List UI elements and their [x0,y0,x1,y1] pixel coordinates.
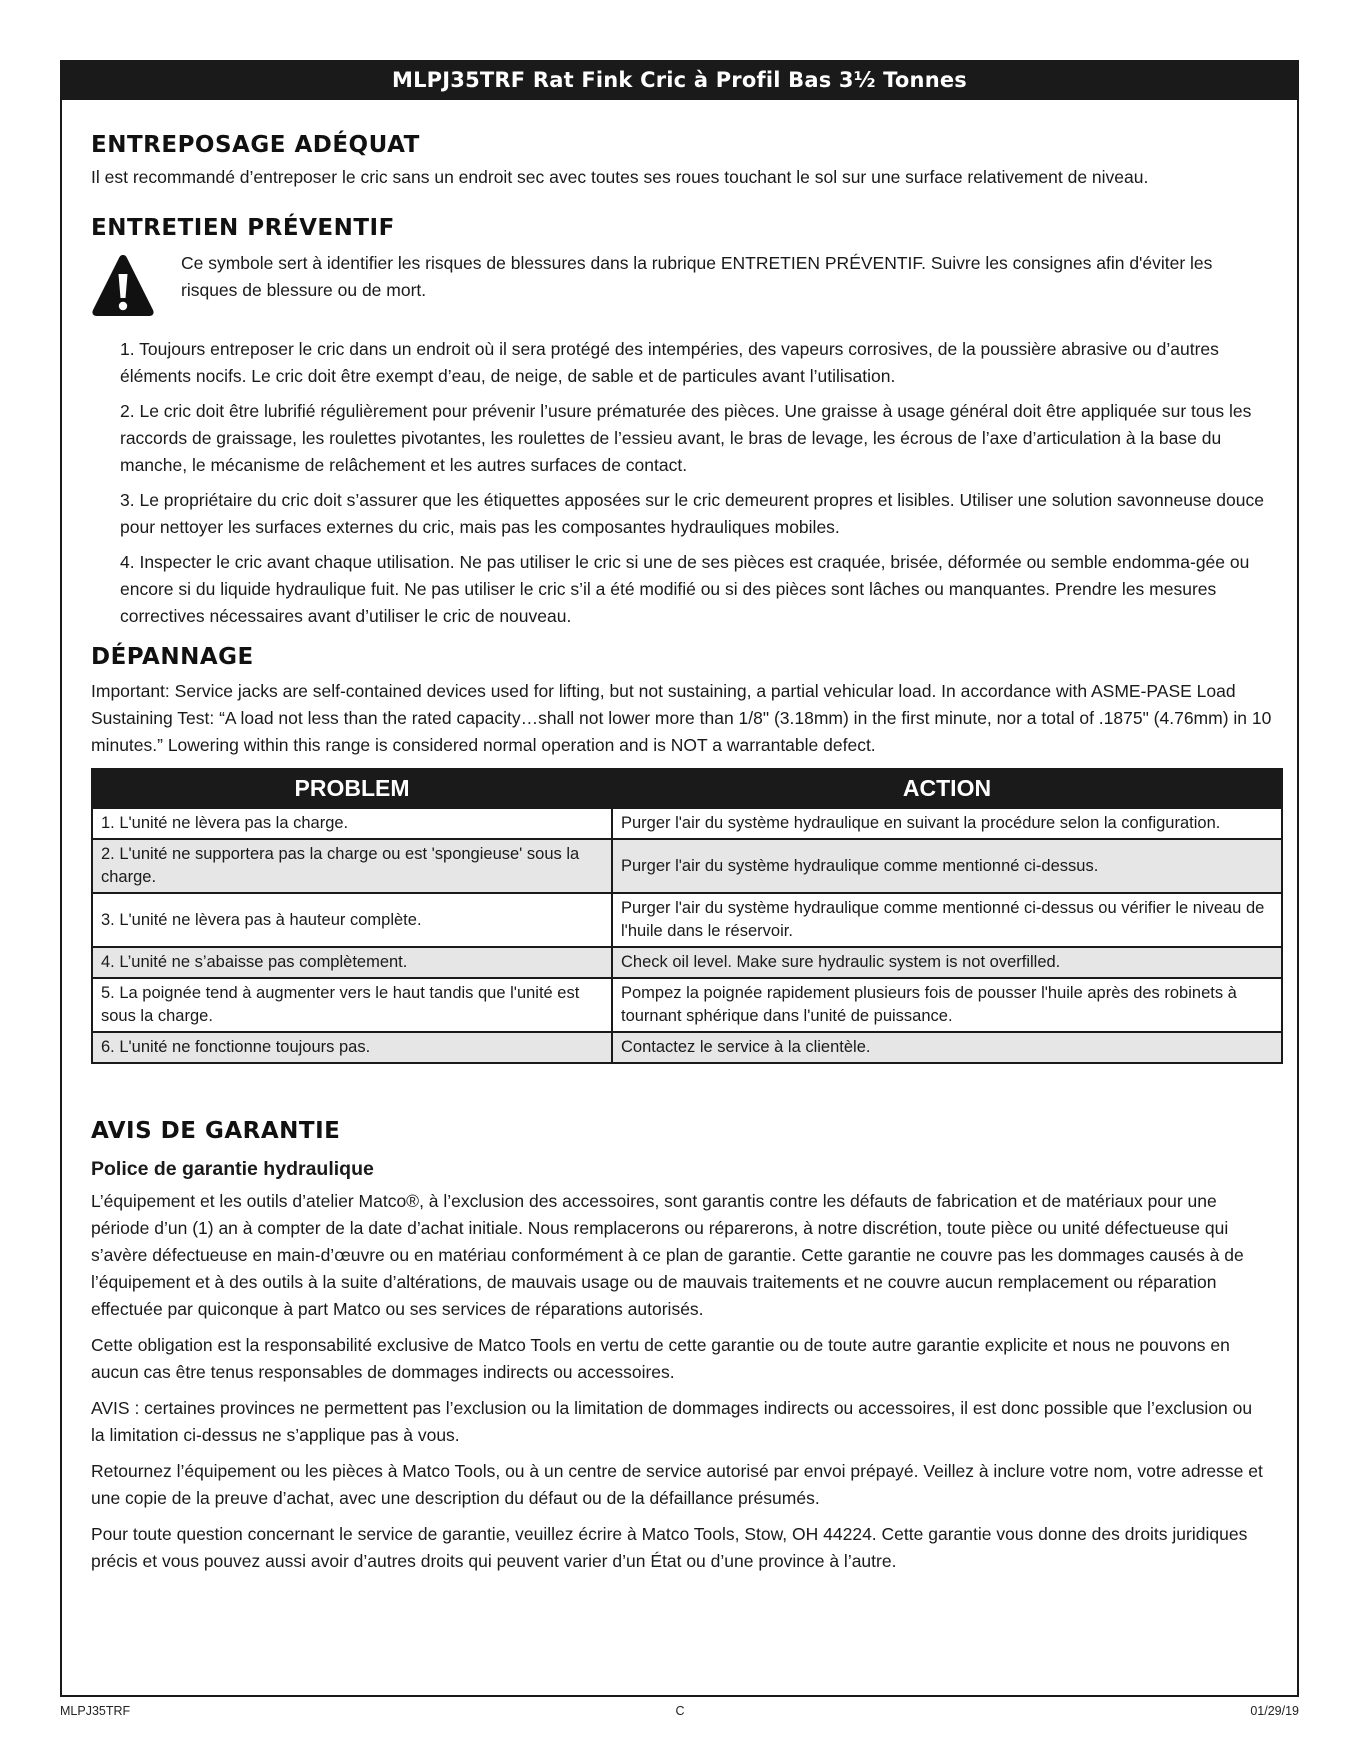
troubleshooting-intro: Important: Service jacks are self-contained devices used for lifting, but not sustaining, a partial vehicular load. In accordance with ASME-PASE Load Sustaining Test: “A load not less than the rated capacity…shall not lower more than 1/8" (3.18mm) in the first minute, nor a total of .1875" (4.76mm) in 10 minutes.” Lowering within this range is considered normal operation and is NOT a warrantable defect. [91,681,1272,755]
problem-cell: 2. L'unité ne supportera pas la charge ou est 'spongieuse' sous la charge. [92,839,612,893]
storage-heading: ENTREPOSAGE ADÉQUAT [91,132,420,158]
table-row [92,893,1282,947]
problem-cell: 5. La poignée tend à augmenter vers le haut tandis que l'unité est sous la charge. [92,978,612,1032]
warranty-paragraph: Cette obligation est la responsabilité exclusive de Matco Tools en vertu de cette garantie ou de toute autre garantie explicite et nous ne pouvons en aucun cas être tenus responsables de dommages indirects ou accessoires. [91,1335,1230,1382]
document-body [91,100,1286,1575]
table-header-row [92,769,1282,808]
table-row [92,947,1282,978]
action-cell: Pompez la poignée rapidement plusieurs fois de pousser l'huile après des robinets à tournant sphérique dans l'unité de puissance. [612,978,1282,1032]
action-cell: Contactez le service à la clientèle. [612,1032,1282,1063]
list-item: 1. Toujours entreposer le cric dans un endroit où il sera protégé des intempéries, des vapeurs corrosives, de la poussière abrasive ou d’autres éléments nocifs. Le cric doit être exempt d’eau, de neige, de sable et de particules avant l’utilisation. [120,339,1219,386]
problem-cell: 3. L'unité ne lèvera pas à hauteur complète. [92,893,612,947]
warranty-paragraph: Pour toute question concernant le service de garantie, veuillez écrire à Matco Tools, Stow, OH 44224. Cette garantie vous donne des droits juridiques précis et vous pouvez aussi avoir d’autres droits qui peuvent varier d’un État ou d’une province à l’autre. [91,1524,1248,1571]
warning-notice [91,250,1286,318]
troubleshooting-table [91,768,1283,1064]
table-row [92,808,1282,839]
footer-page-label: C [675,1704,685,1718]
problem-cell: 1. L'unité ne lèvera pas la charge. [92,808,612,839]
action-cell: Purger l'air du système hydraulique comme mentionné ci-dessus ou vérifier le niveau de l'huile dans le réservoir. [612,893,1282,947]
list-item: 4. Inspecter le cric avant chaque utilisation. Ne pas utiliser le cric si une de ses pièces est craquée, brisée, déformée ou semble endomma-gée ou encore si du liquide hydraulique fuit. Ne pas utiliser le cric s’il a été modifié ou si des pièces sont lâches ou manquantes. Prendre les mesures correctives nécessaires avant d’utiliser le cric de nouveau. [120,552,1250,626]
footer-model: MLPJ35TRF [60,1704,131,1718]
warranty-subheading: Police de garantie hydraulique [91,1158,374,1180]
warranty-heading: AVIS DE GARANTIE [91,1118,341,1144]
action-cell: Purger l'air du système hydraulique comme mentionné ci-dessus. [612,839,1282,893]
table-row [92,978,1282,1032]
troubleshooting-heading: DÉPANNAGE [91,644,254,670]
maintenance-heading: ENTRETIEN PRÉVENTIF [91,215,395,241]
warning-text: Ce symbole sert à identifier les risques de blessures dans la rubrique ENTRETIEN PRÉVENTIF. Suivre les consignes afin d'éviter les risques de blessure ou de mort. [181,253,1213,300]
action-cell: Check oil level. Make sure hydraulic system is not overfilled. [612,947,1282,978]
problem-column-header: PROBLEM [92,769,612,808]
action-cell: Purger l'air du système hydraulique en suivant la procédure selon la configuration. [612,808,1282,839]
storage-text: Il est recommandé d’entreposer le cric sans un endroit sec avec toutes ses roues touchant le sol sur une surface relativement de niveau. [91,167,1149,187]
warranty-paragraph: L’équipement et les outils d’atelier Matco®, à l’exclusion des accessoires, sont garantis contre les défauts de fabrication et de matériaux pour une période d’un (1) an à compter de la date d’achat initiale. Nous remplacerons ou réparerons, à notre discrétion, toute pièce ou unité défectueuse qui s’avère défectueuse en main-d’œuvre ou en matériau conformément à ce plan de garantie. Cette garantie ne couvre pas les dommages causés à de l’équipement et à des outils à la suite d’altérations, de mauvais usage ou de mauvais traitements et ne couvre aucun remplacement ou réparation effectuée par quiconque à part Matco ou ses services de réparations autorisés. [91,1191,1244,1319]
page-title: MLPJ35TRF Rat Fink Cric à Profil Bas 3½ Tonnes [60,60,1299,100]
table-row [92,1032,1282,1063]
list-item: 3. Le propriétaire du cric doit s’assurer que les étiquettes apposées sur le cric demeurent propres et lisibles. Utiliser une solution savonneuse douce pour nettoyer les surfaces externes du cric, mais pas les composantes hydrauliques mobiles. [120,490,1264,537]
warranty-body [91,1188,1286,1575]
problem-cell: 6. L'unité ne fonctionne toujours pas. [92,1032,612,1063]
list-item: 2. Le cric doit être lubrifié régulièrement pour prévenir l’usure prématurée des pièces. Une graisse à usage général doit être appliquée sur tous les raccords de graissage, les roulettes pivotantes, les roulettes de l’essieu avant, le bras de levage, les écrous de l’axe d’articulation à la base du manche, le mécanisme de relâchement et les autres surfaces de contact. [120,401,1252,475]
warning-triangle-icon [91,252,155,318]
table-row [92,839,1282,893]
action-column-header: ACTION [612,769,1282,808]
problem-cell: 4. L’unité ne s’abaisse pas complètement. [92,947,612,978]
warranty-paragraph: Retournez l’équipement ou les pièces à Matco Tools, ou à un centre de service autorisé par envoi prépayé. Veillez à inclure votre nom, votre adresse et une copie de la preuve d’achat, avec une description du défaut ou de la défaillance présumés. [91,1461,1263,1508]
maintenance-list [91,336,1286,630]
warranty-paragraph: AVIS : certaines provinces ne permettent pas l’exclusion ou la limitation de dommages indirects ou accessoires, il est donc possible que l’exclusion ou la limitation ci-dessus ne s’applique pas à vous. [91,1398,1253,1445]
footer-date: 01/29/19 [1250,1704,1299,1718]
